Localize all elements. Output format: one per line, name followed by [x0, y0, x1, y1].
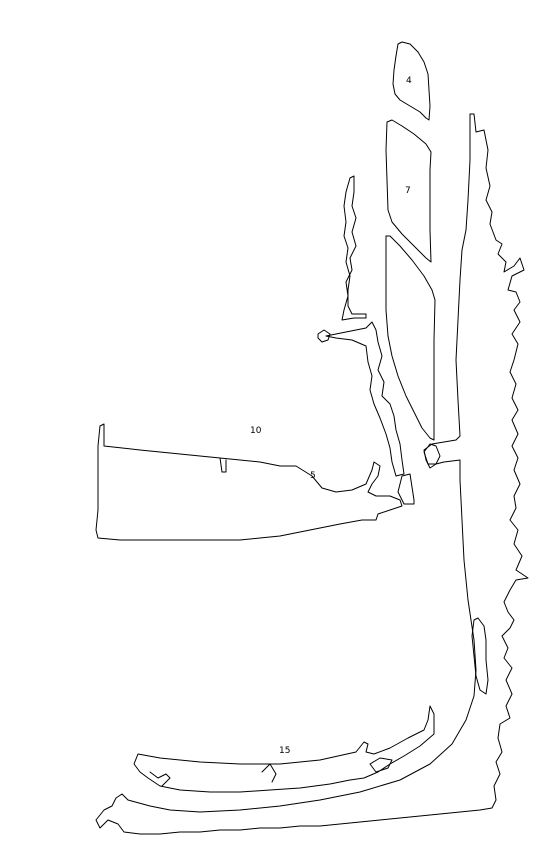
right-inner-strip-outline	[472, 618, 488, 694]
pier-inlet-outline	[326, 322, 404, 476]
region-10-label: 10	[250, 426, 262, 436]
region-10-notch	[220, 458, 226, 472]
region-15-notch-left	[150, 772, 170, 786]
region-7-label: 7	[405, 186, 411, 196]
region-15-notch-right	[262, 764, 276, 782]
inner-finger-outline	[398, 474, 414, 504]
region-5-label: 5	[310, 471, 316, 481]
central-wedge-outline	[386, 236, 435, 440]
region-4-label: 4	[406, 76, 412, 86]
region-15-label: 15	[279, 746, 291, 756]
region-10-outline	[96, 424, 402, 540]
left-jagged-strip-outline	[342, 176, 366, 320]
